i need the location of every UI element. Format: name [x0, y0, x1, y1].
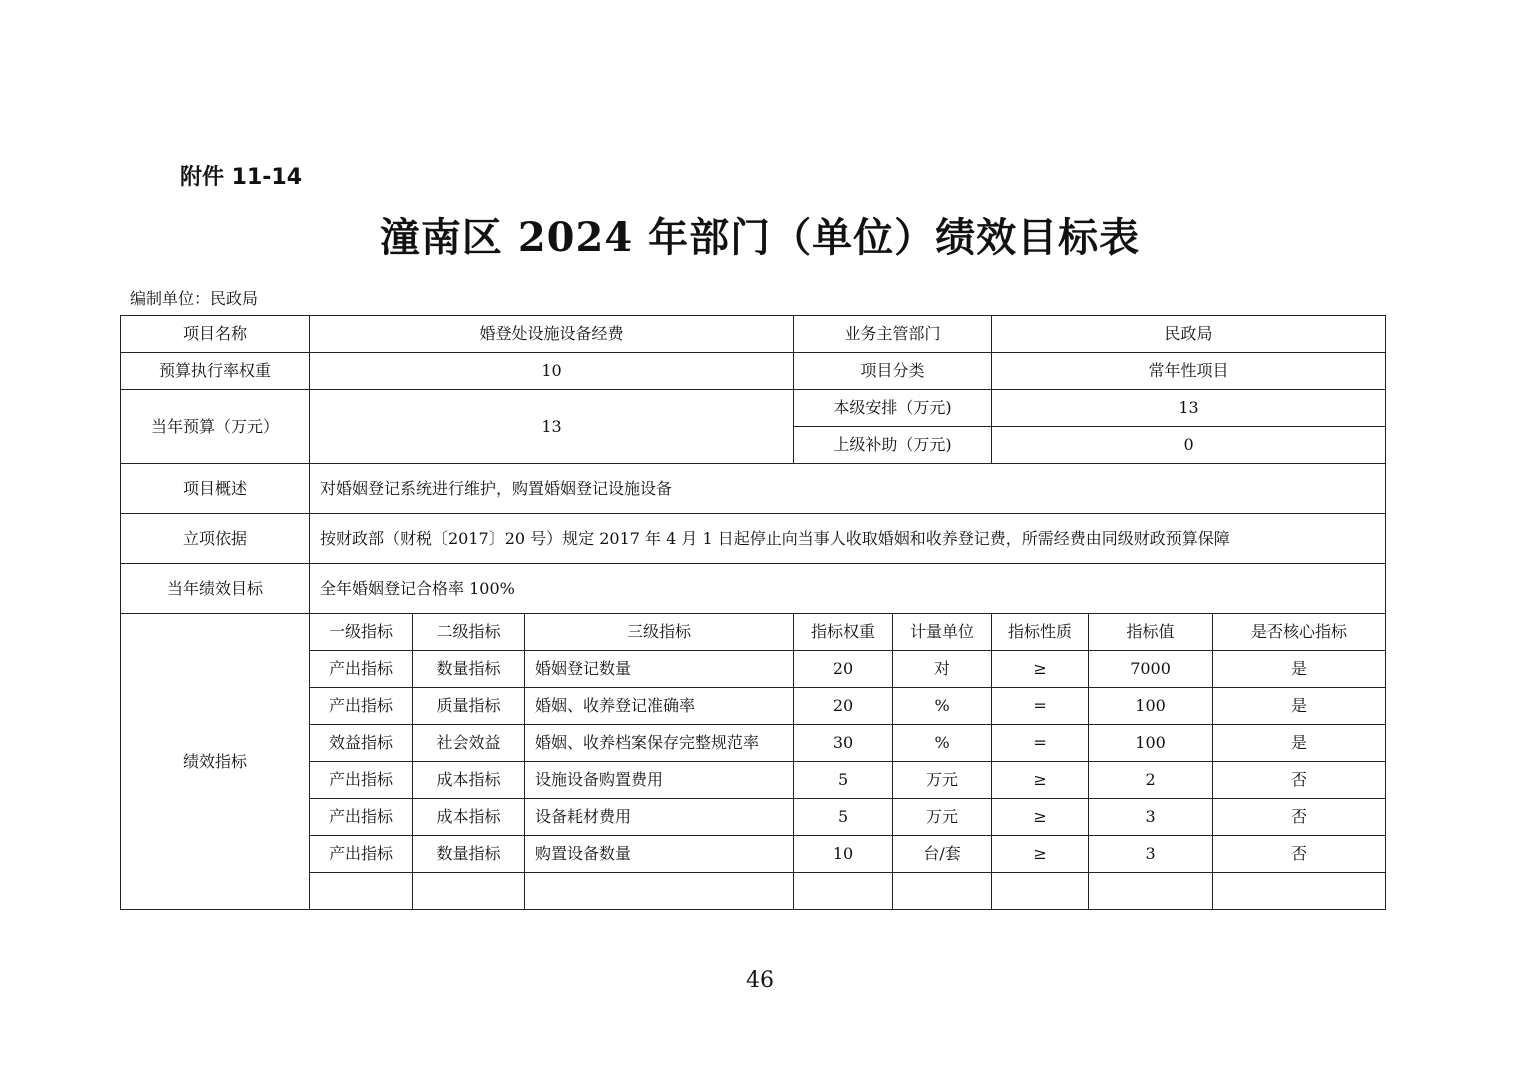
unit-cell: % [893, 688, 992, 725]
nature-cell: ≥ [992, 651, 1089, 688]
indicator-row [121, 836, 1386, 873]
level1-cell [310, 873, 413, 910]
indicator-header-row [121, 614, 1386, 651]
weight-cell [794, 873, 893, 910]
level2-cell [413, 873, 525, 910]
attachment-label: 附件 11-14 [180, 165, 303, 190]
indicator-row [121, 651, 1386, 688]
weight-cell: 5 [794, 799, 893, 836]
value-cell: 3 [1089, 836, 1213, 873]
weight-cell: 30 [794, 725, 893, 762]
nature-cell: ≥ [992, 762, 1089, 799]
table-row [121, 353, 1386, 390]
budget-label: 当年预算（万元） [121, 390, 310, 464]
indicator-row [121, 725, 1386, 762]
local-value: 13 [992, 390, 1386, 427]
level2-cell: 数量指标 [413, 651, 525, 688]
project-name-label: 项目名称 [121, 316, 310, 353]
level3-cell: 设施设备购置费用 [525, 762, 794, 799]
level1-cell: 产出指标 [310, 688, 413, 725]
basis-label: 立项依据 [121, 514, 310, 564]
level2-cell: 成本指标 [413, 762, 525, 799]
value-cell: 3 [1089, 799, 1213, 836]
level1-cell: 产出指标 [310, 836, 413, 873]
table-row [121, 514, 1386, 564]
level3-cell: 购置设备数量 [525, 836, 794, 873]
performance-target-table [120, 315, 1386, 910]
header-weight: 指标权重 [794, 614, 893, 651]
table-row [121, 564, 1386, 614]
upper-label: 上级补助（万元) [794, 427, 992, 464]
value-cell: 100 [1089, 725, 1213, 762]
table-row [121, 464, 1386, 514]
level1-cell: 效益指标 [310, 725, 413, 762]
unit-cell: 台/套 [893, 836, 992, 873]
level2-cell: 社会效益 [413, 725, 525, 762]
local-label: 本级安排（万元) [794, 390, 992, 427]
unit-cell: 对 [893, 651, 992, 688]
indicator-row [121, 799, 1386, 836]
level3-cell: 婚姻登记数量 [525, 651, 794, 688]
core-cell: 是 [1213, 688, 1386, 725]
core-cell [1213, 873, 1386, 910]
indicator-row [121, 762, 1386, 799]
level3-cell: 婚姻、收养档案保存完整规范率 [525, 725, 794, 762]
goal-label: 当年绩效目标 [121, 564, 310, 614]
weight-value: 10 [310, 353, 794, 390]
level2-cell: 质量指标 [413, 688, 525, 725]
weight-cell: 20 [794, 651, 893, 688]
indicators-section-label: 绩效指标 [121, 614, 310, 910]
nature-cell: ≥ [992, 799, 1089, 836]
core-cell: 否 [1213, 836, 1386, 873]
header-level1: 一级指标 [310, 614, 413, 651]
header-core: 是否核心指标 [1213, 614, 1386, 651]
dept-value: 民政局 [992, 316, 1386, 353]
nature-cell [992, 873, 1089, 910]
indicator-row [121, 688, 1386, 725]
goal-value: 全年婚姻登记合格率 100% [310, 564, 1386, 614]
table-row [121, 316, 1386, 353]
weight-cell: 10 [794, 836, 893, 873]
value-cell: 7000 [1089, 651, 1213, 688]
level2-cell: 数量指标 [413, 836, 525, 873]
table-row [121, 390, 1386, 427]
nature-cell: ≥ [992, 836, 1089, 873]
level1-cell: 产出指标 [310, 762, 413, 799]
level3-cell: 婚姻、收养登记准确率 [525, 688, 794, 725]
weight-label: 预算执行率权重 [121, 353, 310, 390]
level2-cell: 成本指标 [413, 799, 525, 836]
compiling-unit: 编制单位：民政局 [130, 289, 259, 308]
header-level2: 二级指标 [413, 614, 525, 651]
project-name-value: 婚登处设施设备经费 [310, 316, 794, 353]
category-value: 常年性项目 [992, 353, 1386, 390]
core-cell: 否 [1213, 762, 1386, 799]
category-label: 项目分类 [794, 353, 992, 390]
nature-cell: = [992, 688, 1089, 725]
unit-cell: 万元 [893, 799, 992, 836]
overview-value: 对婚姻登记系统进行维护，购置婚姻登记设施设备 [310, 464, 1386, 514]
overview-label: 项目概述 [121, 464, 310, 514]
level3-cell [525, 873, 794, 910]
header-value: 指标值 [1089, 614, 1213, 651]
unit-cell: % [893, 725, 992, 762]
nature-cell: = [992, 725, 1089, 762]
header-nature: 指标性质 [992, 614, 1089, 651]
dept-label: 业务主管部门 [794, 316, 992, 353]
header-unit: 计量单位 [893, 614, 992, 651]
value-cell: 2 [1089, 762, 1213, 799]
weight-cell: 5 [794, 762, 893, 799]
level3-cell: 设备耗材费用 [525, 799, 794, 836]
core-cell: 是 [1213, 725, 1386, 762]
page-title: 潼南区 2024 年部门（单位）绩效目标表 [379, 214, 1141, 261]
page-number: 46 [746, 968, 774, 993]
core-cell: 否 [1213, 799, 1386, 836]
budget-value: 13 [310, 390, 794, 464]
indicator-row-empty [121, 873, 1386, 910]
level1-cell: 产出指标 [310, 651, 413, 688]
level1-cell: 产出指标 [310, 799, 413, 836]
weight-cell: 20 [794, 688, 893, 725]
unit-cell: 万元 [893, 762, 992, 799]
upper-value: 0 [992, 427, 1386, 464]
value-cell [1089, 873, 1213, 910]
unit-cell [893, 873, 992, 910]
header-level3: 三级指标 [525, 614, 794, 651]
value-cell: 100 [1089, 688, 1213, 725]
basis-value: 按财政部（财税〔2017〕20 号）规定 2017 年 4 月 1 日起停止向当事人收取婚姻和收养登记费，所需经费由同级财政预算保障 [310, 514, 1386, 564]
core-cell: 是 [1213, 651, 1386, 688]
